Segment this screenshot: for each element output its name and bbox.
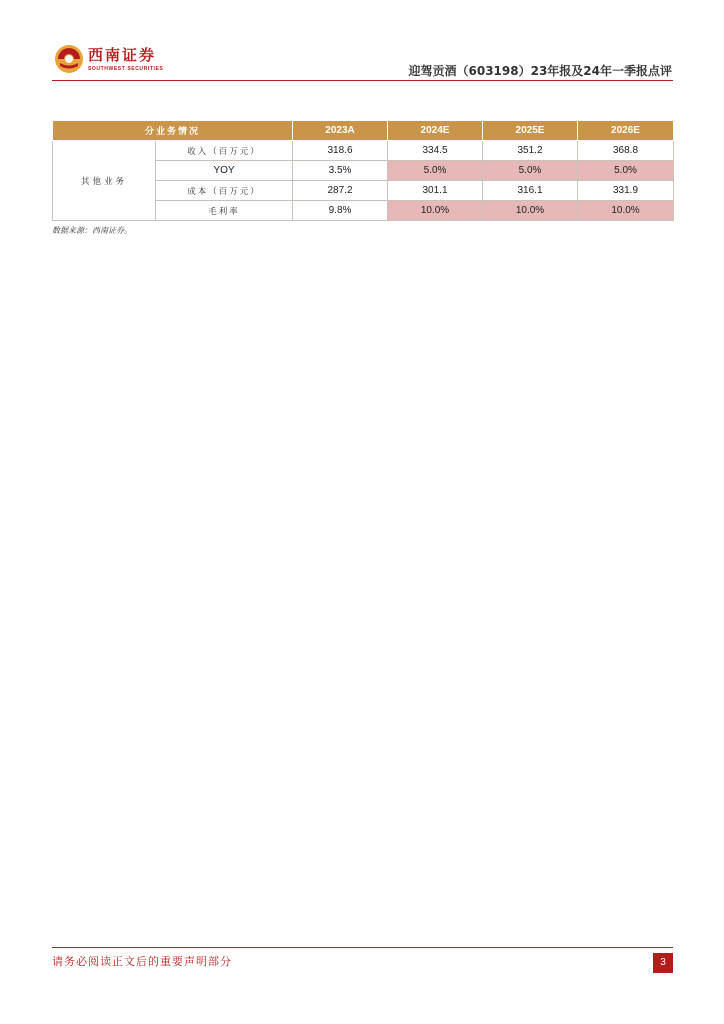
table-cell-highlight: 10.0% xyxy=(578,201,674,221)
row-label: 毛利率 xyxy=(156,201,293,221)
table-cell: 318.6 xyxy=(293,141,388,161)
disclaimer-note: 请务必阅读正文后的重要声明部分 xyxy=(52,955,232,968)
brand-name-en: SOUTHWEST SECURITIES xyxy=(88,66,164,72)
data-source-note: 数据来源：西南证券。 xyxy=(52,226,132,235)
column-header: 2024E xyxy=(388,121,483,141)
segment-label: 其他业务 xyxy=(53,141,156,221)
table-cell: 351.2 xyxy=(483,141,578,161)
table-header-row xyxy=(53,121,674,141)
report-title: 迎驾贡酒（603198）23年报及24年一季报点评 xyxy=(408,64,672,78)
table-cell-highlight: 10.0% xyxy=(483,201,578,221)
brand-name-cn: 西南证券 xyxy=(88,46,157,64)
table-cell-highlight: 5.0% xyxy=(578,161,674,181)
table-cell: 368.8 xyxy=(578,141,674,161)
footer-divider xyxy=(52,947,673,948)
table-cell-highlight: 10.0% xyxy=(388,201,483,221)
table-row xyxy=(53,141,674,161)
table-corner-header: 分业务情况 xyxy=(53,121,293,141)
column-header: 2023A xyxy=(293,121,388,141)
page-number: 3 xyxy=(653,953,673,973)
column-header: 2026E xyxy=(578,121,674,141)
table-cell: 3.5% xyxy=(293,161,388,181)
table-cell: 331.9 xyxy=(578,181,674,201)
row-label: 成本（百万元） xyxy=(156,181,293,201)
table-cell-highlight: 5.0% xyxy=(388,161,483,181)
table-cell: 301.1 xyxy=(388,181,483,201)
row-label: YOY xyxy=(156,161,293,181)
table-cell: 316.1 xyxy=(483,181,578,201)
header-divider xyxy=(52,80,673,81)
column-header: 2025E xyxy=(483,121,578,141)
table-cell: 334.5 xyxy=(388,141,483,161)
table-cell: 9.8% xyxy=(293,201,388,221)
row-label: 收入（百万元） xyxy=(156,141,293,161)
segment-forecast-table xyxy=(52,120,674,221)
brand-logo-icon xyxy=(54,44,84,74)
table-cell-highlight: 5.0% xyxy=(483,161,578,181)
table-cell: 287.2 xyxy=(293,181,388,201)
